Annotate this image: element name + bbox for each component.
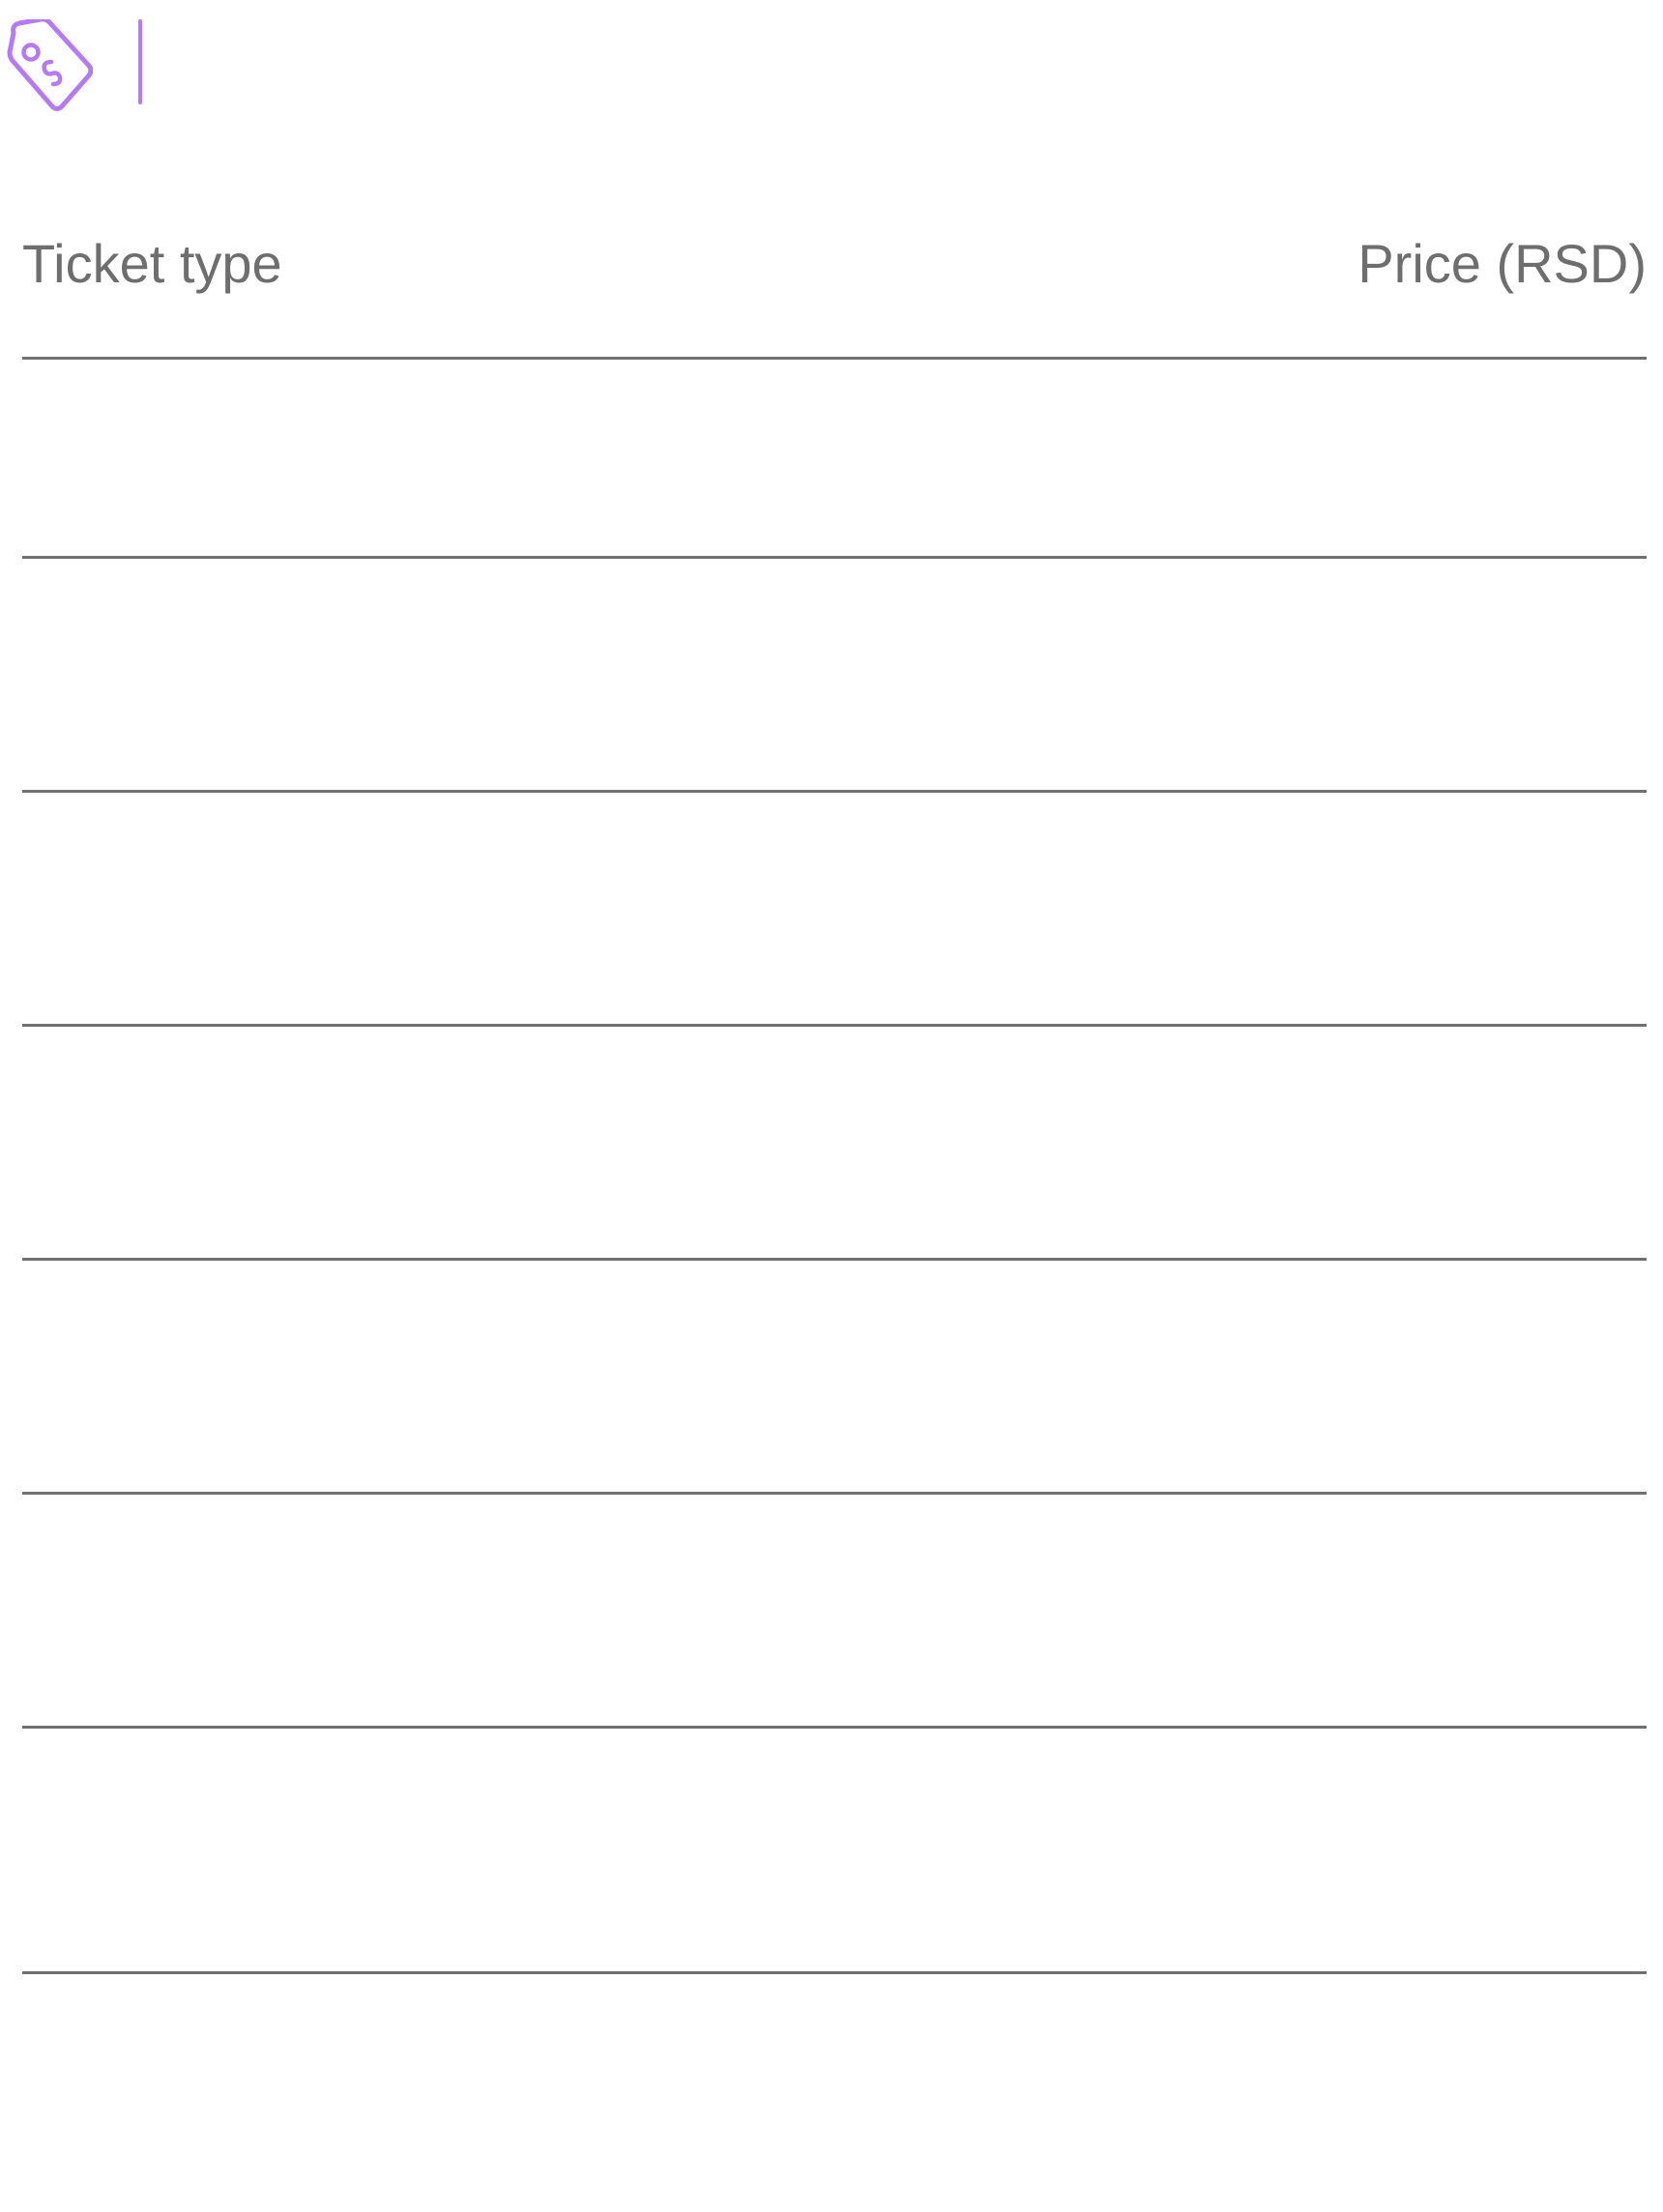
- price-tag-icon: [4, 19, 93, 112]
- header-divider: [138, 19, 142, 104]
- table-row: [22, 1261, 1647, 1495]
- table-row: [22, 360, 1647, 559]
- table-row: [22, 793, 1647, 1027]
- ticket-price-table: [22, 222, 1647, 1974]
- header: [0, 0, 1663, 116]
- column-header-ticket-type: Ticket type: [22, 233, 282, 294]
- table-row: [22, 1027, 1647, 1261]
- table-row: [22, 559, 1647, 793]
- table-row: [22, 1495, 1647, 1729]
- table-row: [22, 1729, 1647, 1974]
- column-header-price: Price (RSD): [1357, 233, 1647, 294]
- table-body: [22, 360, 1647, 1974]
- table-header-row: [22, 222, 1647, 360]
